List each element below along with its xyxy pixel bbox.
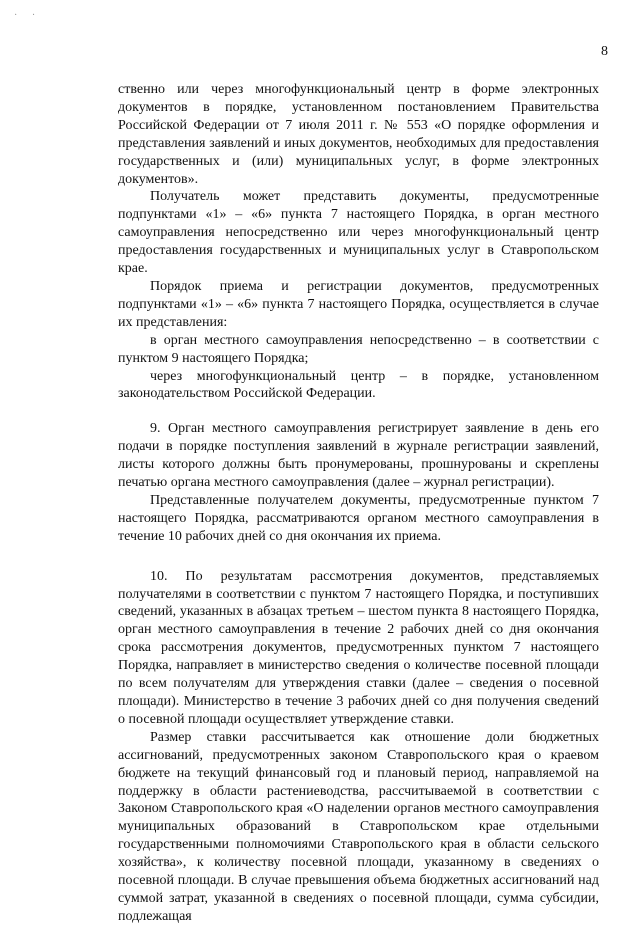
paragraph-acceptance-procedure: Порядок приема и регистрации документов, предусмотренных подпунктами «1» – «6» пункта 7 настоящего Порядка, осуществляется в случае их представления: — [118, 278, 599, 330]
paragraph-continuation: ственно или через многофункциональный центр в форме электронных документов в порядке, установленном постановлением Правительства Российской Федерации от 7 июля 2011 г. № 553 «О порядке оформления и представления заявлений и иных документов, необходимых для предоставления государственных и (или) муниципальных услуг, в форме электронных документов». — [118, 82, 599, 187]
document-body — [118, 81, 599, 926]
paragraph-review-period: Представленные получателем документы, предусмотренные пунктом 7 настоящего Порядка, рассматриваются органом местного самоуправления в течение 10 рабочих дней со дня окончания их приема. — [118, 492, 599, 544]
paragraph-section-9: 9. Орган местного самоуправления регистрирует заявление в день его подачи в порядке поступления заявлений в журнале регистрации заявлений, листы которого должны быть пронумерованы, прошнурованы и скреплены печатью органа местного самоуправления (далее – журнал регистрации). — [118, 421, 599, 491]
paragraph-mfc-submission: через многофункциональный центр – в порядке, установленном законодательством Российской Федерации. — [118, 368, 599, 402]
paragraph-spacer — [118, 546, 599, 568]
paragraph-direct-submission: в орган местного самоуправления непосредственно – в соответствии с пунктом 9 настоящего Порядка; — [118, 332, 599, 366]
corner-scan-marks: · · — [14, 10, 42, 21]
paragraph-section-10: 10. По результатам рассмотрения документов, представляемых получателями в соответствии с пунктом 7 настоящего Порядка, и поступивших сведений, указанных в абзацах третьем – шестом пункта 8 настоящего Порядка, орган местного самоуправления в течение 2 рабочих дней со дня окончания срока рассмотрения документов, предусмотренных пунктом 7 настоящего Порядка, направляет в министерство сведения о количестве посевной площади по всем получателям для утверждения ставки (далее – сведения о посевной площади). Министерство в течение 3 рабочих дней со дня получения сведений о посевной площади осуществляет утверждение ставки. — [118, 568, 599, 727]
paragraph-rate-calculation: Размер ставки рассчитывается как отношение доли бюджетных ассигнований, предусмотренных законом Ставропольского края о краевом бюджете на текущий финансовый год и плановый период, направляемой на поддержку в области растениеводства, рассчитываемой в соответствии с Законом Ставропольского края «О наделении органов местного самоуправления муниципальных образований в Ставропольском крае отдельными государственными полномочиями Ставропольского края в области сельского хозяйства», к количеству посевной площади, указанному в сведениях о посевной площади. В случае превышения объема бюджетных ассигнований над суммой затрат, указанной в сведениях о посевной площади, сумма субсидии, подлежащая — [118, 729, 599, 924]
paragraph-spacer — [118, 403, 599, 420]
page-number: 8 — [601, 44, 608, 59]
paragraph-recipient-submission: Получатель может представить документы, предусмотренные подпунктами «1» – «6» пункта 7 настоящего Порядка, в орган местного самоуправления непосредственно или через многофункциональный центр предоставления государственных и муниципальных услуг в Ставропольском крае. — [118, 189, 599, 277]
